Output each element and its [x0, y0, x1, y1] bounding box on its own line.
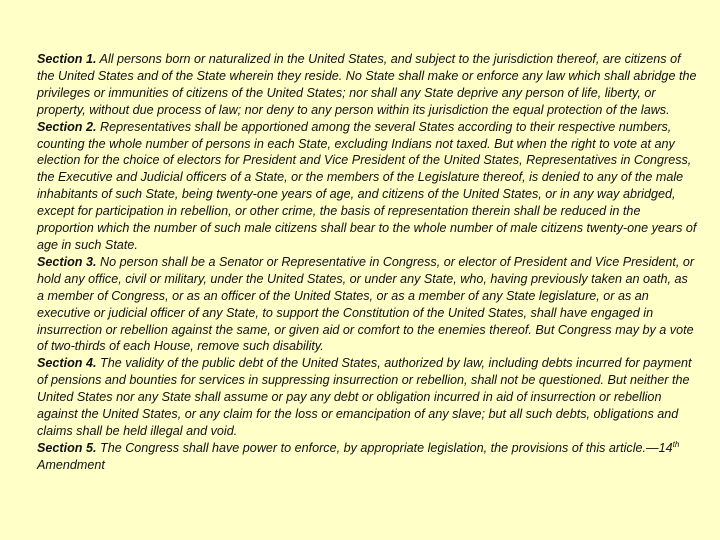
section-3 [37, 254, 697, 355]
amendment-text [37, 51, 697, 474]
section-text: All persons born or naturalized in the United States, and subject to the jurisdiction thereof, are citizens of the United States and of the State wherein they reside. No State shall make or enforce any law which shall abridge the privileges or immunities of citizens of the United States; nor shall any State deprive any person of life, liberty, or property, without due process of law; nor deny to any person within its jurisdiction the equal protection of the laws. [37, 52, 697, 117]
section-1 [37, 51, 697, 119]
section-label: Section 4. [37, 356, 97, 371]
section-5 [37, 440, 697, 474]
section-text: Representatives shall be apportioned among the several States according to their respective numbers, counting the whole number of persons in each State, excluding Indians not taxed. But when the right to vote at any election for the choice of electors for President and Vice President of the United States, Representatives in Congress, the Executive and Judicial officers of a State, or the members of the Legislature thereof, is denied to any of the male inhabitants of such State, being twenty-one years of age, and citizens of the United States, or in any way abridged, except for participation in rebellion, or other crime, the basis of representation therein shall be reduced in the proportion which the number of such male citizens shall bear to the whole number of male citizens twenty-one years of age in such State. [37, 119, 697, 252]
section-text: The validity of the public debt of the United States, authorized by law, including debts incurred for payment of pensions and bounties for services in suppressing insurrection or rebellion, shall not be questioned. But neither the United States nor any State shall assume or pay any debt or obligation incurred in aid of insurrection or rebellion against the United States, or any claim for the loss or emancipation of any slave; but all such debts, obligations and claims shall be held illegal and void. [37, 356, 692, 438]
section-2 [37, 119, 697, 254]
section-label: Section 1. [37, 52, 97, 66]
attribution-prefix: —14 [646, 440, 673, 455]
section-label: Section 3. [37, 254, 97, 269]
section-4 [37, 355, 697, 440]
section-text: No person shall be a Senator or Representative in Congress, or elector of President and Vice President, or hold any office, civil or military, under the United States, or under any State, who, having previously taken an oath, as a member of Congress, or as an officer of the United States, or as a member of any State legislature, or as an executive or judicial officer of any State, to support the Constitution of the United States, shall have engaged in insurrection or rebellion against the same, or given aid or comfort to the enemies thereof. But Congress may by a vote of two-thirds of each House, remove such disability. [37, 254, 695, 354]
section-label: Section 2. [37, 119, 97, 134]
section-text: The Congress shall have power to enforce, by appropriate legislation, the provisions of this article. [100, 440, 647, 455]
attribution-suffix: Amendment [37, 457, 105, 472]
attribution-superscript: th [672, 439, 680, 449]
section-label: Section 5. [37, 440, 97, 455]
